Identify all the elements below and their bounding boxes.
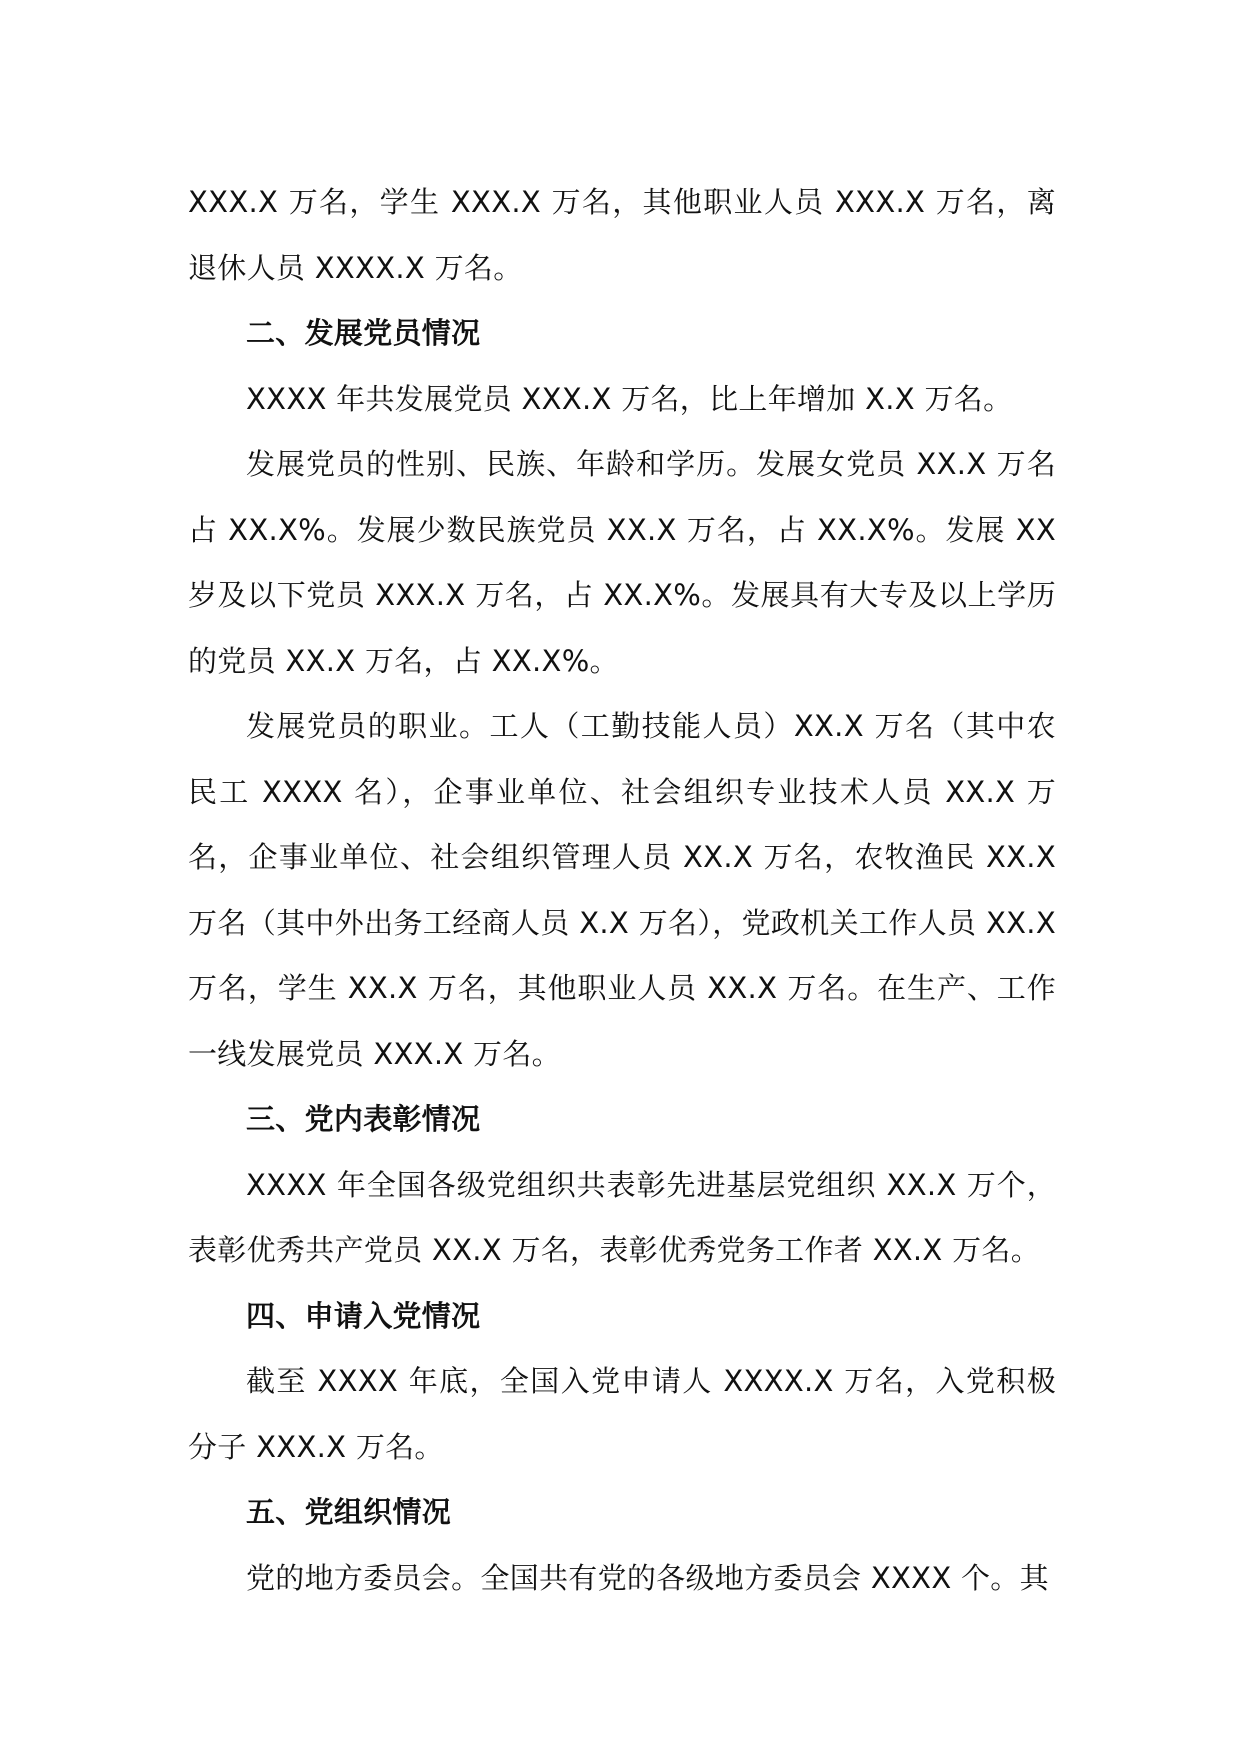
paragraph-development-total: XXXX 年共发展党员 XXX.X 万名，比上年增加 X.X 万名。 bbox=[246, 381, 1013, 416]
paragraph-commendation: XXXX 年全国各级党组织共表彰先进基层党组织 XX.X 万个，表彰优秀共产党员 XX.X 万名，表彰优秀党务工作者 XX.X 万名。 bbox=[188, 1167, 1056, 1267]
paragraph-application: 截至 XXXX 年底，全国入党申请人 XXXX.X 万名，入党积极分子 XXX.X 万名。 bbox=[188, 1364, 1056, 1464]
document-page bbox=[188, 170, 1056, 1611]
paragraph-development-occupation: 发展党员的职业。工人（工勤技能人员）XX.X 万名（其中农民工 XXXX 名），企事业单位、社会组织专业技术人员 XX.X 万名，企事业单位、社会组织管理人员 XX.X 万名，农牧渔民 XX.X 万名（其中外出务工经商人员 X.X 万名），党政机关工作人员 XX.X 万名，学生 XX.X 万名，其他职业人员 XX.X 万名。在生产、工作一线发展党员 XXX.X 万名。 bbox=[188, 709, 1056, 1071]
heading-application: 四、申请入党情况 bbox=[246, 1298, 481, 1333]
heading-development: 二、发展党员情况 bbox=[246, 316, 481, 350]
paragraph-retirees: XXX.X 万名，学生 XXX.X 万名，其他职业人员 XXX.X 万名，离退休人员 XXXX.X 万名。 bbox=[188, 185, 1056, 285]
heading-commendation: 三、党内表彰情况 bbox=[246, 1102, 481, 1136]
paragraph-development-demographics: 发展党员的性别、民族、年龄和学历。发展女党员 XX.X 万名占 XX.X%。发展少数民族党员 XX.X 万名，占 XX.X%。发展 XX 岁及以下党员 XXX.X 万名，占 XX.X%。发展具有大专及以上学历的党员 XX.X 万名，占 XX.X%。 bbox=[188, 447, 1056, 678]
heading-organization: 五、党组织情况 bbox=[246, 1495, 452, 1529]
paragraph-organization: 党的地方委员会。全国共有党的各级地方委员会 XXXX 个。其 bbox=[246, 1560, 1049, 1595]
